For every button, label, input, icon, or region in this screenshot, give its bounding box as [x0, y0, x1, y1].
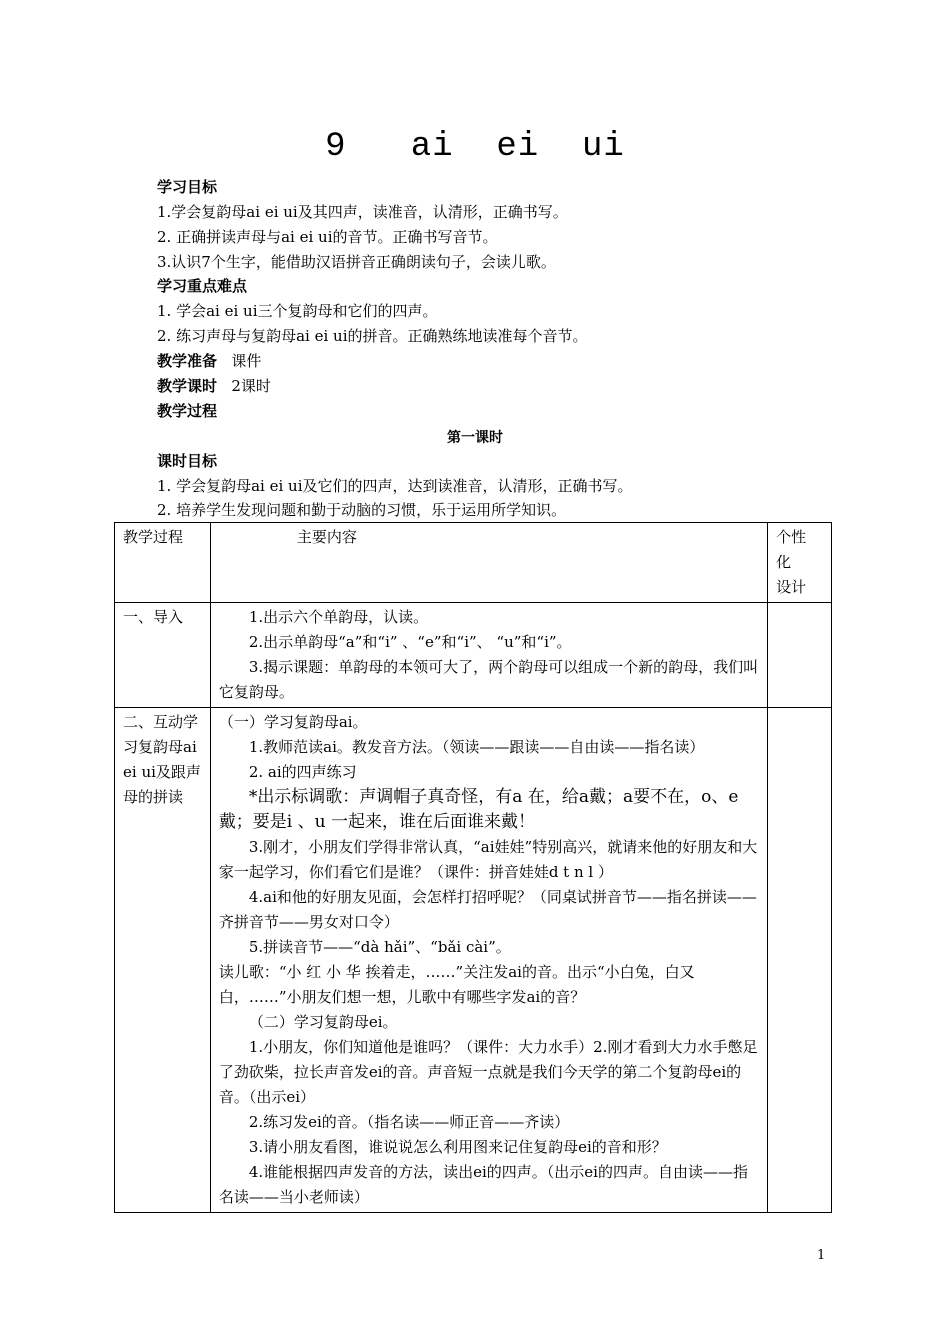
document-title: 9 ai ei ui	[325, 128, 625, 166]
lesson-goals-heading: 课时目标	[157, 452, 218, 470]
goal-item: 3.认识7个生字，能借助汉语拼音正确朗读句子，会读儿歌。	[157, 253, 556, 271]
hours-value: 2课时	[231, 377, 271, 395]
stage-cell: 二、互动学习复韵母ai ei ui及跟声母的拼读	[115, 708, 211, 1213]
hours-line	[157, 376, 271, 396]
table-row	[115, 708, 832, 1213]
key-points-heading: 学习重点难点	[157, 277, 248, 295]
content-cell: （一）学习复韵母ai。 1.教师范读ai。教发音方法。（领读——跟读——自由读——指名读） 2. ai的四声练习 *出示标调歌：声调帽子真奇怪，有a 在，给a戴；a要不在，o、e 戴；要是i 、u 一起来，谁在后面谁来戴！ 3.刚才，小朋友们学得非常认真，“ai娃娃”特别高兴，就请来他的好朋友和大家一起学习，你们看它们是谁？（课件：拼音娃娃d t n l ） 4.ai和他的好朋友见面，会怎样打招呼呢？（同桌试拼音节——指名拼读——齐拼音节——男女对口令） 5.拼读音节——“dà hǎi”、“bǎi cài”。 读儿歌：“小 红 小 华 挨着走，……”关注发ai的音。出示“小白兔，白又白，……”小朋友们想一想，儿歌中有哪些字发ai的音？ （二）学习复韵母ei。 1.小朋友，你们知道他是谁吗？（课件：大力水手）2.刚才看到大力水手憋足了劲砍柴，拉长声音发ei的音。声音短一点就是我们今天学的第二个复韵母ei的音。（出示ei） 2.练习发ei的音。（指名读——师正音——齐读） 3.请小朋友看图，谁说说怎么利用图来记住复韵母ei的音和形？ 4.谁能根据四声发音的方法，读出ei的四声。（出示ei的四声。自由读——指名读——当小老师读）	[210, 708, 767, 1213]
design-cell	[768, 708, 832, 1213]
goals-heading: 学习目标	[157, 178, 218, 196]
lesson-goal-item: 2. 培养学生发现问题和勤于动脑的习惯，乐于运用所学知识。	[157, 501, 567, 519]
stage-cell: 一、导入	[115, 603, 211, 708]
table-header-row	[115, 523, 832, 603]
hours-label: 教学课时	[157, 377, 218, 395]
content-cell: 1.出示六个单韵母，认读。 2.出示单韵母“a”和“i” 、“e”和“i”、 “u”和“i”。 3.揭示课题：单韵母的本领可大了，两个韵母可以组成一个新的韵母，我们叫它复韵母。	[210, 603, 767, 708]
lesson-table	[114, 522, 832, 1213]
prep-line	[157, 351, 261, 371]
goal-item: 2. 正确拼读声母与ai ei ui的音节。正确书写音节。	[157, 228, 498, 246]
header-stage: 教学过程	[115, 523, 211, 603]
process-heading: 教学过程	[157, 402, 218, 420]
prep-value: 课件	[231, 352, 262, 370]
table-row	[115, 603, 832, 708]
key-point-item: 1. 学会ai ei ui三个复韵母和它们的四声。	[157, 302, 438, 320]
goal-item: 1.学会复韵母ai ei ui及其四声，读准音，认清形，正确书写。	[157, 203, 568, 221]
header-design: 个性 化 设计	[768, 523, 832, 603]
lesson-title: 第一课时	[447, 430, 503, 446]
prep-label: 教学准备	[157, 352, 218, 370]
lesson-goal-item: 1. 学会复韵母ai ei ui及它们的四声，达到读准音，认清形，正确书写。	[157, 477, 633, 495]
page-number: 1	[817, 1248, 826, 1263]
header-content: 主要内容	[210, 523, 767, 603]
design-cell	[768, 603, 832, 708]
key-point-item: 2. 练习声母与复韵母ai ei ui的拼音。正确熟练地读准每个音节。	[157, 327, 588, 345]
